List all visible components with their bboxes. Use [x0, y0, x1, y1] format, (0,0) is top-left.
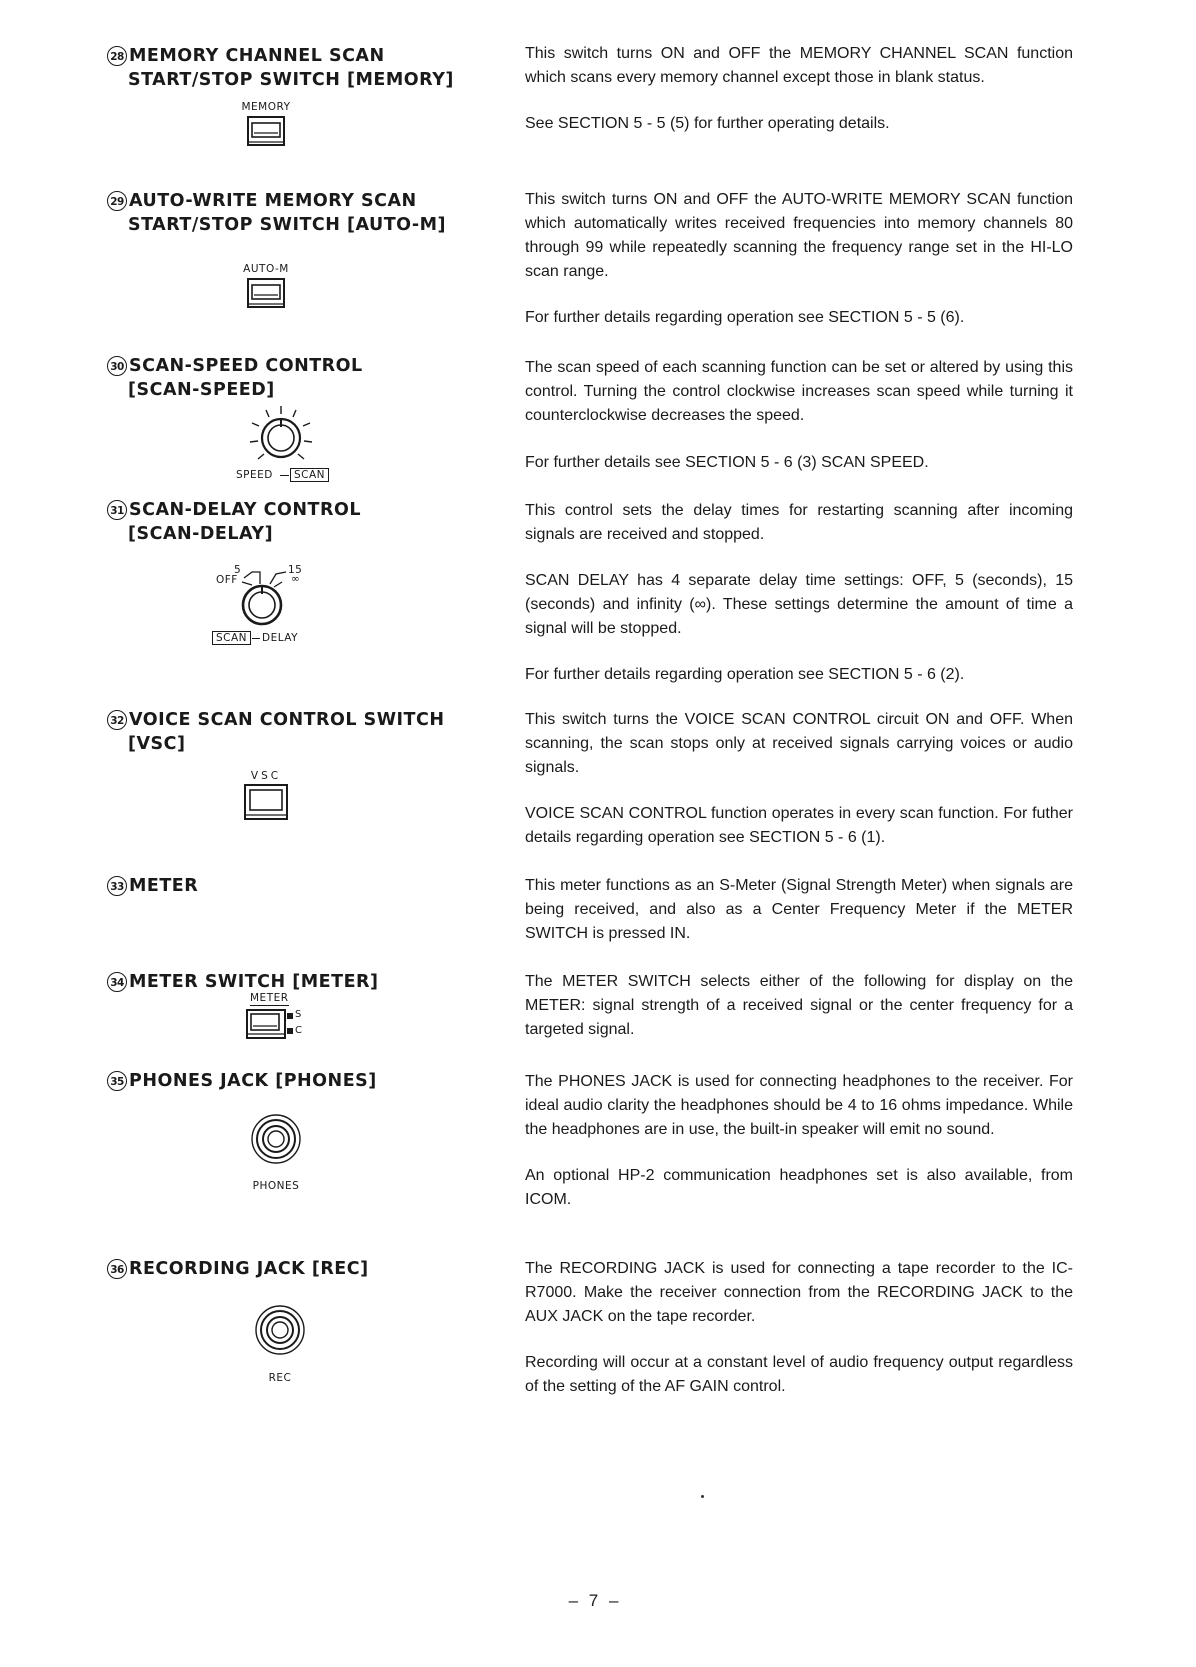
phones-jack-figure: PHONES	[236, 1113, 316, 1193]
section-30-title: 30 SCAN-SPEED CONTROL [SCAN-SPEED]	[107, 354, 507, 402]
print-speck	[701, 1495, 704, 1498]
section-number: 31	[107, 500, 127, 520]
rotary-knob-icon	[246, 404, 316, 466]
section-35-title: 35 PHONES JACK [PHONES]	[107, 1069, 507, 1093]
section-29-title: 29 AUTO-WRITE MEMORY SCAN START/STOP SWITCH [AUTO-M]	[107, 189, 507, 237]
section-number: 28	[107, 46, 127, 66]
section-36-body: The RECORDING JACK is used for connecting a tape recorder to the IC-R7000. Make the receiver connection from the RECORDING JACK to the AUX JACK on the tape recorder. Recording will occur at a constant level of audio frequency output regardless of the setting of the AF GAIN control.	[525, 1260, 1073, 1395]
section-31-body: This control sets the delay times for restarting scanning after incoming signals are received and stopped. SCAN DELAY has 4 separate delay time settings: OFF, 5 (seconds), 15 (seconds) and infinity (∞). These settings determine the amount of time a signal will be stopped. For further details regarding operation see SECTION 5 - 6 (2).	[525, 502, 1073, 683]
section-number: 34	[107, 972, 127, 992]
section-34-title: 34 METER SWITCH [METER]	[107, 970, 507, 994]
section-33-title: 33 METER	[107, 874, 507, 898]
section-number: 35	[107, 1071, 127, 1091]
vsc-switch-figure: VSC	[236, 770, 296, 822]
scan-speed-figure: SPEED SCAN	[230, 404, 340, 486]
jack-icon	[250, 1113, 302, 1165]
section-number: 33	[107, 876, 127, 896]
section-number: 29	[107, 191, 127, 211]
push-switch-icon	[246, 1009, 294, 1039]
section-32-title: 32 VOICE SCAN CONTROL SWITCH [VSC]	[107, 708, 507, 756]
section-number: 32	[107, 710, 127, 730]
section-30-body: The scan speed of each scanning function can be set or altered by using this control. Turning the control clockwise increases scan speed while turning it counterclockwise decreases the speed. For further details see SECTION 5 - 6 (3) SCAN SPEED.	[525, 359, 1073, 471]
section-35-body: The PHONES JACK is used for connecting headphones to the receiver. For ideal audio clarity the headphones should be 4 to 16 ohms impedance. While the headphones are in use, the built-in speaker will emit no sound. An optional HP-2 communication headphones set is also available, from ICOM.	[525, 1073, 1073, 1208]
section-34-body: The METER SWITCH selects either of the following for display on the METER: signal strength of a received signal or the center frequency for a targeted signal.	[525, 973, 1073, 1038]
push-switch-icon	[247, 116, 285, 146]
push-switch-icon	[247, 278, 285, 308]
auto-m-switch-figure: AUTO-M	[236, 263, 296, 313]
push-switch-icon	[244, 784, 288, 820]
scan-delay-figure: OFF 5 15 ∞ SCAN DELAY	[212, 568, 322, 648]
section-number: 36	[107, 1259, 127, 1279]
meter-switch-figure: METER S C	[246, 992, 326, 1042]
rec-jack-figure: REC	[240, 1304, 320, 1386]
page-number: – 7 –	[568, 1591, 622, 1610]
section-28-body: This switch turns ON and OFF the MEMORY CHANNEL SCAN function which scans every memory channel except those in blank status. See SECTION 5 - 5 (5) for further operating details.	[525, 45, 1073, 132]
section-number: 30	[107, 356, 127, 376]
section-32-body: This switch turns the VOICE SCAN CONTROL circuit ON and OFF. When scanning, the scan stops only at received signals carrying voices or audio signals. VOICE SCAN CONTROL function operates in every scan function. For futher details regarding operation see SECTION 5 - 6 (1).	[525, 711, 1073, 846]
section-31-title: 31 SCAN-DELAY CONTROL [SCAN-DELAY]	[107, 498, 507, 546]
section-33-body: This meter functions as an S-Meter (Signal Strength Meter) when signals are being received, and also as a Center Frequency Meter if the METER SWITCH is pressed IN.	[525, 877, 1073, 942]
memory-switch-figure: MEMORY	[236, 101, 296, 151]
section-28-title: 28 MEMORY CHANNEL SCAN START/STOP SWITCH [MEMORY]	[107, 44, 507, 92]
section-29-body: This switch turns ON and OFF the AUTO-WRITE MEMORY SCAN function which automatically writes received frequencies into memory channels 80 through 99 while repeatedly scanning the frequency range set in the HI-LO scan range. For further details regarding operation see SECTION 5 - 5 (6).	[525, 191, 1073, 326]
jack-icon	[254, 1304, 306, 1356]
rotary-knob-icon	[222, 568, 302, 628]
section-36-title: 36 RECORDING JACK [REC]	[107, 1257, 507, 1281]
